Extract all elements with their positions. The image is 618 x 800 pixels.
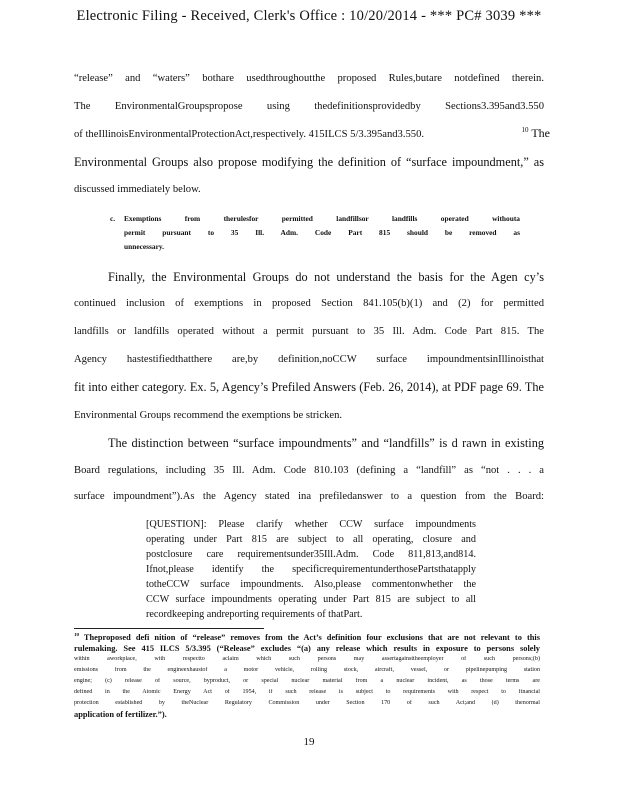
text-line-content: The [531,126,550,140]
quote-line: Ifnot,please identify the specificrequirementunderthosePartsthatapply [146,564,476,575]
text-line: Environmental Groups also propose modifying the definition of “surface impoundment,” as [74,155,544,169]
text-line: Finally, the Environmental Groups do not understand the basis for the Agen cy’s [108,270,544,284]
footnote-ref-line [510,126,550,141]
quote-line: CCW surface impoundments operating under Part 815 are subject to all [146,594,476,605]
footnote-marker: 10 [521,126,529,134]
subheading-line: permit pursuant to 35 Ill. Adm. Code Part 815 should be removed as [124,228,520,237]
text-line: “release” and “waters” bothare usedthroughoutthe proposed Rules,butare notdefined therein. [74,73,544,84]
filing-header: Electronic Filing - Received, Clerk's Office : 10/20/2014 - *** PC# 3039 *** [76,8,542,24]
quote-line: totheCCW surface impoundments. Also,please commentonwhether the [146,579,476,590]
text-line: discussed immediately below. [74,184,201,195]
text-line [74,129,514,140]
footnote-number: 10 [74,633,79,639]
footnote-line-text: Theproposed defi nition of “release” removes from the Act’s definition four exclusions that are not relevant to this [83,633,540,642]
text-line: continued inclusion of exemptions in proposed Section 841.105(b)(1) and (2) for permitted [74,298,544,309]
quote-line: postclosure care requirementsunder35Ill.Adm. Code 811,813,and814. [146,549,476,560]
text-line: Board regulations, including 35 Ill. Adm. Code 810.103 (defining a “landfill” as “not . . . a [74,465,544,476]
text-line: landfills or landfills operated without a permit pursuant to 35 Ill. Adm. Code Part 815. The [74,326,544,337]
text-line: The EnvironmentalGroupspropose using thedefinitionsprovidedby Sections3.395and3.550 [74,101,544,112]
footnote-line: rulemaking. See 415 ILCS 5/3.395 (“Release” excludes “(a) any release which results in exposure to persons solely [74,644,540,653]
subheading-label: c. [110,214,116,223]
subheading-line: unnecessary. [124,242,165,251]
quote-line: [QUESTION]: Please clarify whether CCW surface impoundments [146,519,476,530]
footnote-line: application of fertilizer.”). [74,710,167,719]
text-line: The distinction between “surface impoundments” and “landfills” is d rawn in existing [108,436,544,450]
text-line: fit into either category. Ex. 5, Agency’s Prefiled Answers (Feb. 26, 2014), at PDF page 69. The [74,380,544,394]
text-line: Agency hastestifiedthatthere are,by definition,noCCW surface impoundmentsinIllinoisthat [74,354,544,365]
subheading-line: Exemptions from therulesfor permitted landfillsor landfills operated withouta [124,214,520,223]
footnote-divider [74,628,264,629]
page-number: 19 [303,736,315,748]
quote-line: operating under Part 815 are subject to all operating, closure and [146,534,476,545]
footnote-line: protection established by theNuclear Regulatory Commission under Section 170 of such Act;and (d) thenormal [74,700,540,706]
text-line: surface impoundment”).As the Agency stated ina prefiledanswer to a question from the Board: [74,491,544,502]
footnote-line: emissions from the engineexhaustof a motor vehicle, rolling stock, aircraft, vessel, or pipelinepumping station [74,667,540,673]
text-line: Environmental Groups recommend the exemptions be stricken. [74,410,343,421]
quote-line: recordkeeping andreporting requirements of thatPart. [146,609,363,620]
footnote-line [74,633,540,642]
footnote-line: defined in the Atomic Energy Act of 1954, if such release is subject to requirements with respect to financial [74,689,540,695]
text-line-content: of theIllinoisEnvironmentalProtectionAct,respectively. 415ILCS 5/3.395and3.550. [74,129,425,140]
footnote-line: engine; (c) release of source, byproduct, or special nuclear material from a nuclear incident, as those terms are [74,678,540,684]
footnote-line: within aworkplace, with respectto aclaim which such persons may assertagainsttheemployer of such persons;(b) [74,656,540,662]
